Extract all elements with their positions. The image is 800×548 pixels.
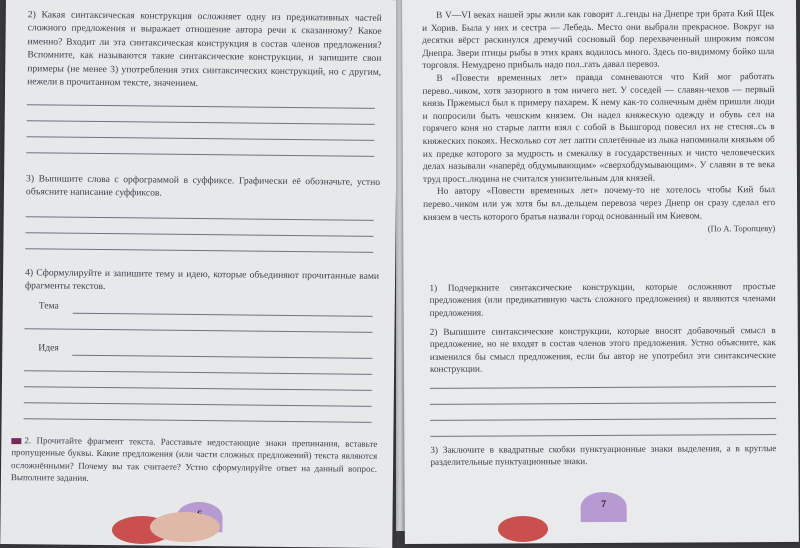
answer-line — [25, 248, 373, 253]
answer-line — [27, 104, 375, 109]
author-credit: (По А. Торопцеву) — [707, 223, 776, 234]
tema-label: Тема — [38, 300, 59, 312]
reading-fragment — [422, 8, 775, 237]
answer-line — [430, 434, 776, 437]
paragraph-1: В V—VI веках нашей эры жили как говорят л..генды на Днепре три брата Кий Щек и Хорив. Была у них и сестра — Лебедь. Место они выбрали прекрасное. Вокруг на десятки вёрст раскинулся дремучий сосновый бор перехваченный широким поясом Днепра. Звери птицы рыбы в этих краях водилось много. Здесь по-видимому бойко шла торговля. Немудрено прибыль надо пол..гать давал перевоз. — [422, 9, 775, 72]
fingertip-right — [498, 516, 548, 542]
exercise-marker-icon — [11, 438, 21, 444]
exercise2-block — [11, 434, 377, 487]
answer-line — [72, 355, 372, 359]
answer-line — [27, 120, 375, 125]
answer-line — [430, 418, 776, 421]
ideya-label: Идея — [38, 342, 59, 354]
task1-text: 1) Подчеркните синтаксические конструкции, которые осложняют простые предложения (или предикативную часть сложного предложения) и являются членами предложения. — [429, 281, 776, 318]
paragraph-2: В «Повести временных лет» правда сомневаются что Кий мог работать перево..чиком, хотя зазорного в том ничего нет. У соседей — славян-чехов — первый князь Пржемысл был к примеру пахарем. К нему как-то солнечным днём пришли люди и попросили быть чешским князем. Он надел княжескую одежду и обувь сел на горячего коня но старые лапти взял с собой в Вышгород повесил их не стесня..сь в княжеских покоях. Несколько сот лет лапти сплетённые из лыка напоминали князьям об их предке которого за мудрость и смекалку в государственных и чисто человеческих делах называли «наперёд обдумывающим» «сверхобдумывающим». У славян в те века труд прост..людина не считался унизительным для князей. — [422, 72, 775, 185]
task2-text: 2) Выпишите синтаксические конструкции, которые вносят добавочный смысл в предложение, но не входят в состав членов этого предложения. Устно объясните, как изменился бы смысл предложения, если бы автор не употребил эти синтаксические конструкции. — [429, 325, 776, 375]
answer-line — [24, 386, 372, 391]
answer-line — [26, 152, 374, 157]
exercise2-text: 2. Прочитайте фрагмент текста. Расставьте недостающие знаки препинания, вставьте пропущенные буквы. Какие предложения (или части сложных предложений) текста являются осложнёнными? Почему вы так считаете? Устно сформулируйте ответ на данный вопрос. Выполните задания. — [10, 435, 378, 484]
task3-text: 3) Выпишите слова с орфограммой в суффиксе. Графически её обозначьте, устно объясните написание суффиксов. — [25, 173, 381, 200]
left-page — [0, 0, 398, 548]
answer-line — [26, 216, 374, 221]
page-number-tab — [581, 492, 627, 522]
task2-text: 2) Какая синтаксическая конструкция осложняет одну из предикативных частей сложного предложения и выражает отношение автора речи к сказанному? Какое именно? Входит ли эта синтаксическая конструкция в состав членов предложения? Вспомните, как называются такие синтаксические конструкции, и запишите свои примеры (не менее 3) употребления этих синтаксических конструкций, но с другим, нежели в прочитанном тексте, значением. — [27, 9, 382, 90]
task3-text: 3) Заключите в квадратные скобки пунктуационные знаки выделения, а в круглые разделительные пунктуационные знаки. — [430, 443, 777, 468]
answer-line — [24, 370, 372, 375]
right-page — [402, 0, 799, 544]
answer-line — [73, 313, 373, 317]
answer-line — [24, 402, 372, 407]
answer-line — [430, 386, 776, 389]
page-number: 7 — [601, 498, 607, 510]
answer-line — [24, 418, 372, 423]
task4-text: 4) Сформулируйте и запишите тему и идею, которые объединяют прочитанные вами фрагменты текстов. — [24, 267, 380, 293]
paragraph-3: Но автору «Повести временных лет» почему-то не хотелось чтобы Кий был перево..чиком или уж хотя бы вл..дельцем перевоза через Днепр он сразу сделал его князем в честь которого братья назвали город основанный им Киевом. — [423, 185, 776, 223]
answer-line — [26, 232, 374, 237]
answer-line — [25, 328, 373, 333]
answer-line — [430, 402, 776, 405]
answer-line — [27, 136, 375, 141]
finger-left-skin — [150, 512, 220, 542]
